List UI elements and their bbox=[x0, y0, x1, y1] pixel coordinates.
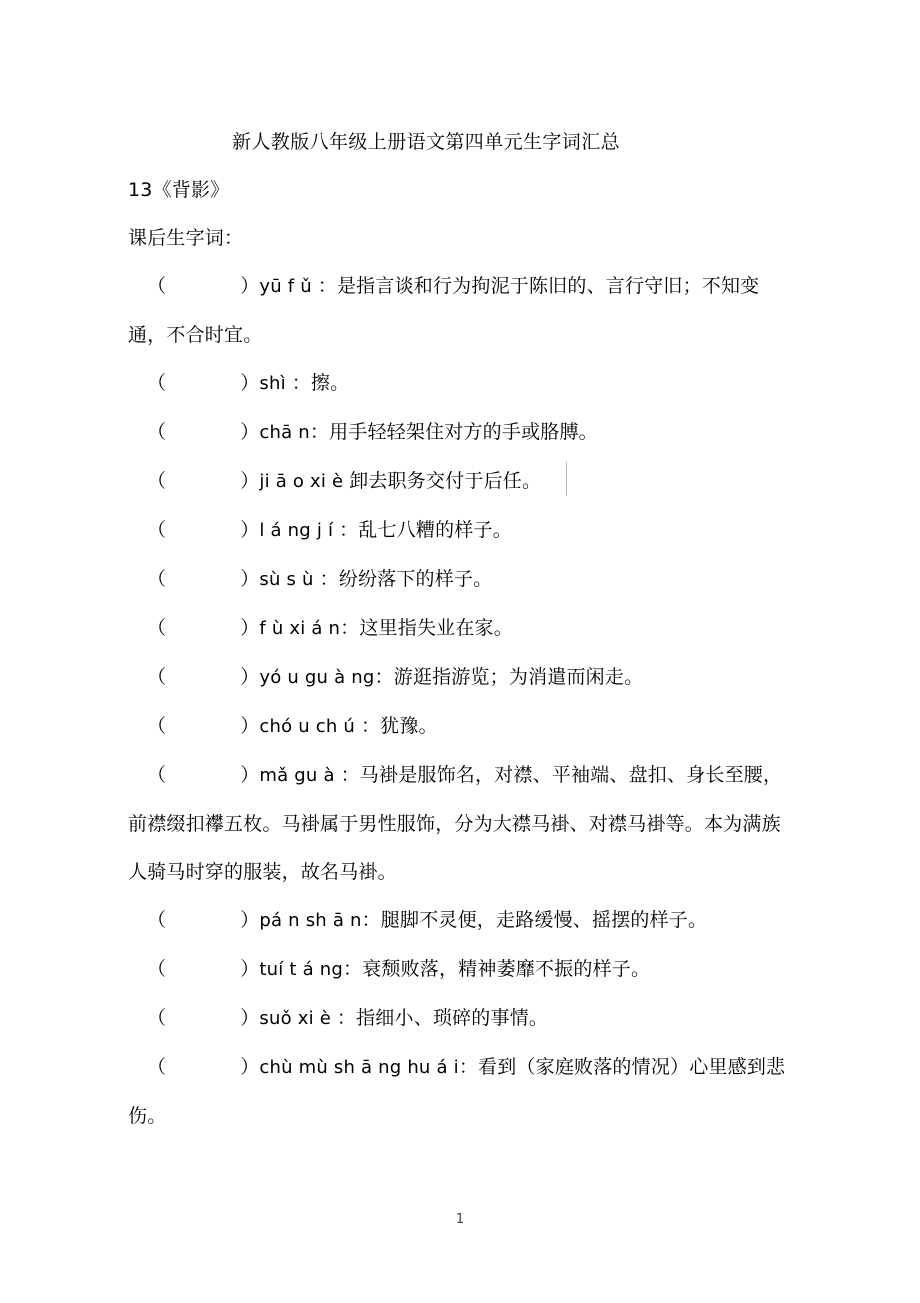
vocabulary-entry bbox=[128, 751, 792, 896]
blank-paren-open: （ bbox=[147, 470, 167, 492]
entry-pinyin: f ù xi á n bbox=[259, 618, 341, 639]
blank-paren-open: （ bbox=[147, 568, 167, 590]
entry-definition: ：腿脚不灵便，走路缓慢、摇摆的样子。 bbox=[361, 909, 708, 931]
blank-paren-close: ） bbox=[240, 568, 260, 590]
blank-paren-close: ） bbox=[240, 1007, 260, 1029]
entry-definition: ：指细小、琐碎的事情。 bbox=[336, 1007, 549, 1029]
blank-paren-close: ） bbox=[240, 715, 260, 737]
entry-definition: ：这里指失业在家。 bbox=[340, 617, 513, 639]
entry-pinyin: shì bbox=[259, 373, 292, 394]
vocabulary-entry bbox=[128, 702, 792, 751]
entry-definition: ：纷纷落下的样子。 bbox=[319, 568, 493, 590]
entry-pinyin: tuí t á ng bbox=[259, 959, 343, 980]
vocabulary-entry bbox=[128, 994, 792, 1043]
blank-paren-close: ） bbox=[240, 909, 260, 931]
entry-definition: ：看到（家庭败落的情况）心里感到悲伤。 bbox=[128, 1056, 786, 1127]
vocabulary-entry bbox=[128, 896, 792, 945]
entry-pinyin: pá n sh ā n bbox=[259, 910, 362, 931]
blank-paren-open: （ bbox=[147, 764, 167, 786]
vocabulary-entry bbox=[128, 653, 792, 702]
blank-paren-close: ） bbox=[240, 1056, 260, 1078]
vocabulary-entry bbox=[128, 945, 792, 994]
blank-paren-open: （ bbox=[147, 1056, 167, 1078]
entry-definition: ：马褂是服饰名，对襟、平袖端、盘扣、身长至腰，前襟缀扣襻五枚。马褂属于男性服饰，分为大襟马褂、对襟马褂等。本为满族人骑马时穿的服装，故名马褂。 bbox=[128, 764, 783, 883]
entry-definition: ：擦。 bbox=[291, 372, 350, 394]
blank-paren-open: （ bbox=[147, 666, 167, 688]
blank-paren-close: ） bbox=[240, 617, 260, 639]
entry-definition: ：衰颓败落，精神萎靡不振的样子。 bbox=[342, 958, 651, 980]
entry-definition: ：乱七八糟的样子。 bbox=[339, 519, 512, 541]
blank-paren-close: ） bbox=[240, 275, 260, 297]
vocabulary-entry bbox=[128, 262, 792, 359]
blank-paren-close: ） bbox=[240, 958, 260, 980]
blank-paren-open: （ bbox=[147, 275, 167, 297]
entry-pinyin: mǎ gu à bbox=[259, 765, 341, 786]
vocabulary-entry bbox=[128, 555, 792, 604]
text-cursor bbox=[566, 462, 567, 496]
blank-paren-open: （ bbox=[147, 617, 167, 639]
blank-paren-open: （ bbox=[147, 909, 167, 931]
vocabulary-entry bbox=[128, 457, 792, 506]
page-number: 1 bbox=[455, 1212, 465, 1227]
vocabulary-entry bbox=[128, 1043, 792, 1140]
document-body bbox=[128, 118, 792, 1140]
vocabulary-entry bbox=[128, 604, 792, 653]
blank-paren-open: （ bbox=[147, 372, 167, 394]
vocabulary-entry bbox=[128, 408, 792, 457]
entry-pinyin: l á ng j í bbox=[259, 520, 340, 541]
entry-pinyin: sù s ù bbox=[259, 569, 320, 590]
entry-definition: ：用手轻轻架住对方的手或胳膊。 bbox=[309, 421, 598, 443]
entry-pinyin: yū f ǔ bbox=[259, 276, 318, 297]
entry-definition: 卸去职务交付于后任。 bbox=[349, 470, 542, 492]
blank-paren-close: ） bbox=[240, 372, 260, 394]
blank-paren-close: ） bbox=[240, 470, 260, 492]
page-title: 新人教版八年级上册语文第四单元生字词汇总 bbox=[232, 131, 621, 153]
entry-definition: ：游逛指游览；为消遣而闲走。 bbox=[374, 666, 644, 688]
entry-definition: ：犹豫。 bbox=[360, 715, 438, 737]
blank-paren-open: （ bbox=[147, 519, 167, 541]
blank-paren-open: （ bbox=[147, 958, 167, 980]
entry-pinyin: yó u gu à ng bbox=[259, 667, 375, 688]
vocabulary-entry bbox=[128, 506, 792, 555]
entry-pinyin: chó u ch ú bbox=[259, 716, 361, 737]
lesson-heading: 13《背影》 bbox=[128, 179, 230, 201]
section-label: 课后生字词： bbox=[128, 227, 244, 249]
blank-paren-close: ） bbox=[240, 764, 260, 786]
blank-paren-close: ） bbox=[240, 666, 260, 688]
blank-paren-close: ） bbox=[240, 421, 260, 443]
entry-definition: ：是指言谈和行为拘泥于陈旧的、言行守旧；不知变通，不合时宜。 bbox=[128, 275, 760, 346]
blank-paren-open: （ bbox=[147, 715, 167, 737]
blank-paren-open: （ bbox=[147, 1007, 167, 1029]
blank-paren-open: （ bbox=[147, 421, 167, 443]
entry-pinyin: chā n bbox=[259, 422, 310, 443]
blank-paren-close: ） bbox=[240, 519, 260, 541]
entry-pinyin: chù mù sh ā ng hu á i bbox=[259, 1057, 459, 1078]
entry-pinyin: ji ā o xi è bbox=[259, 471, 350, 492]
vocabulary-entry bbox=[128, 359, 792, 408]
entry-list bbox=[128, 262, 792, 1140]
entry-pinyin: suǒ xi è bbox=[259, 1008, 337, 1029]
